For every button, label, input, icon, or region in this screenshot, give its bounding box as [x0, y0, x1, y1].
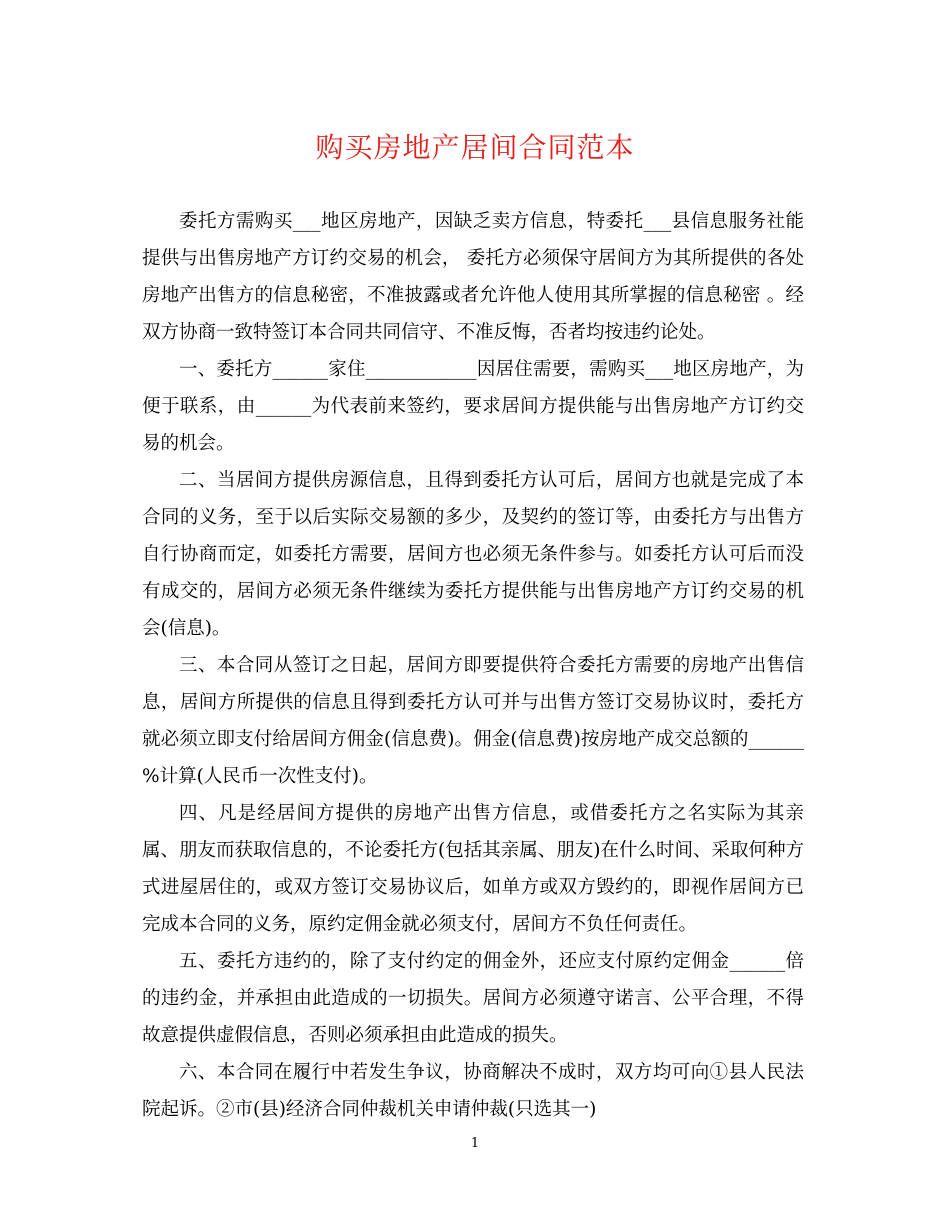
- paragraph-clause-1: 一、委托方______家住____________因居住需要，需购买___地区房地产，为便于联系，由______为代表前来签约，要求居间方提供能与出售房地产方订约交易的机会。: [142, 359, 804, 454]
- document-body: [142, 203, 804, 1128]
- paragraph-clause-5: 五、委托方违约的，除了支付约定的佣金外，还应支付原约定佣金______倍的违约金，并承担由此造成的一切损失。居间方必须遵守诺言、公平合理，不得故意提供虚假信息，否则必须承担由此造成的损失。: [142, 951, 804, 1046]
- page-number: 1: [470, 1136, 480, 1151]
- document-title: 购买房地产居间合同范本: [315, 131, 635, 164]
- paragraph-clause-6: 六、本合同在履行中若发生争议，协商解决不成时，双方均可向①县人民法院起诉。②市(县)经济合同仲裁机关申请仲裁(只选其一): [142, 1062, 804, 1120]
- paragraph-clause-2: 二、当居间方提供房源信息，且得到委托方认可后，居间方也就是完成了本合同的义务，至于以后实际交易额的多少，及契约的签订等，由委托方与出售方自行协商而定，如委托方需要，居间方也必须无条件参与。如委托方认可后而没有成交的，居间方必须无条件继续为委托方提供能与出售房地产方订约交易的机会(信息)。: [142, 470, 804, 639]
- paragraph-clause-3: 三、本合同从签订之日起，居间方即要提供符合委托方需要的房地产出售信息，居间方所提供的信息且得到委托方认可并与出售方签订交易协议时，委托方就必须立即支付给居间方佣金(信息费)。佣金(信息费)按房地产成交总额的______ %计算(人民币一次性支付)。: [142, 655, 804, 787]
- paragraph-clause-4: 四、凡是经居间方提供的房地产出售方信息，或借委托方之名实际为其亲属、朋友而获取信息的，不论委托方(包括其亲属、朋友)在什么时间、采取何种方式进屋居住的，或双方签订交易协议后，如单方或双方毁约的，即视作居间方已完成本合同的义务，原约定佣金就必须支付，居间方不负任何责任。: [142, 803, 804, 935]
- paragraph-intro: 委托方需购买___地区房地产，因缺乏卖方信息，特委托___县信息服务社能提供与出售房地产方订约交易的机会， 委托方必须保守居间方为其所提供的各处房地产出售方的信息秘密，不准披露或者允许他人使用其所掌握的信息秘密 。经双方协商一致特签订本合同共同信守、不准反悔，否者均按违约论处。: [142, 211, 804, 343]
